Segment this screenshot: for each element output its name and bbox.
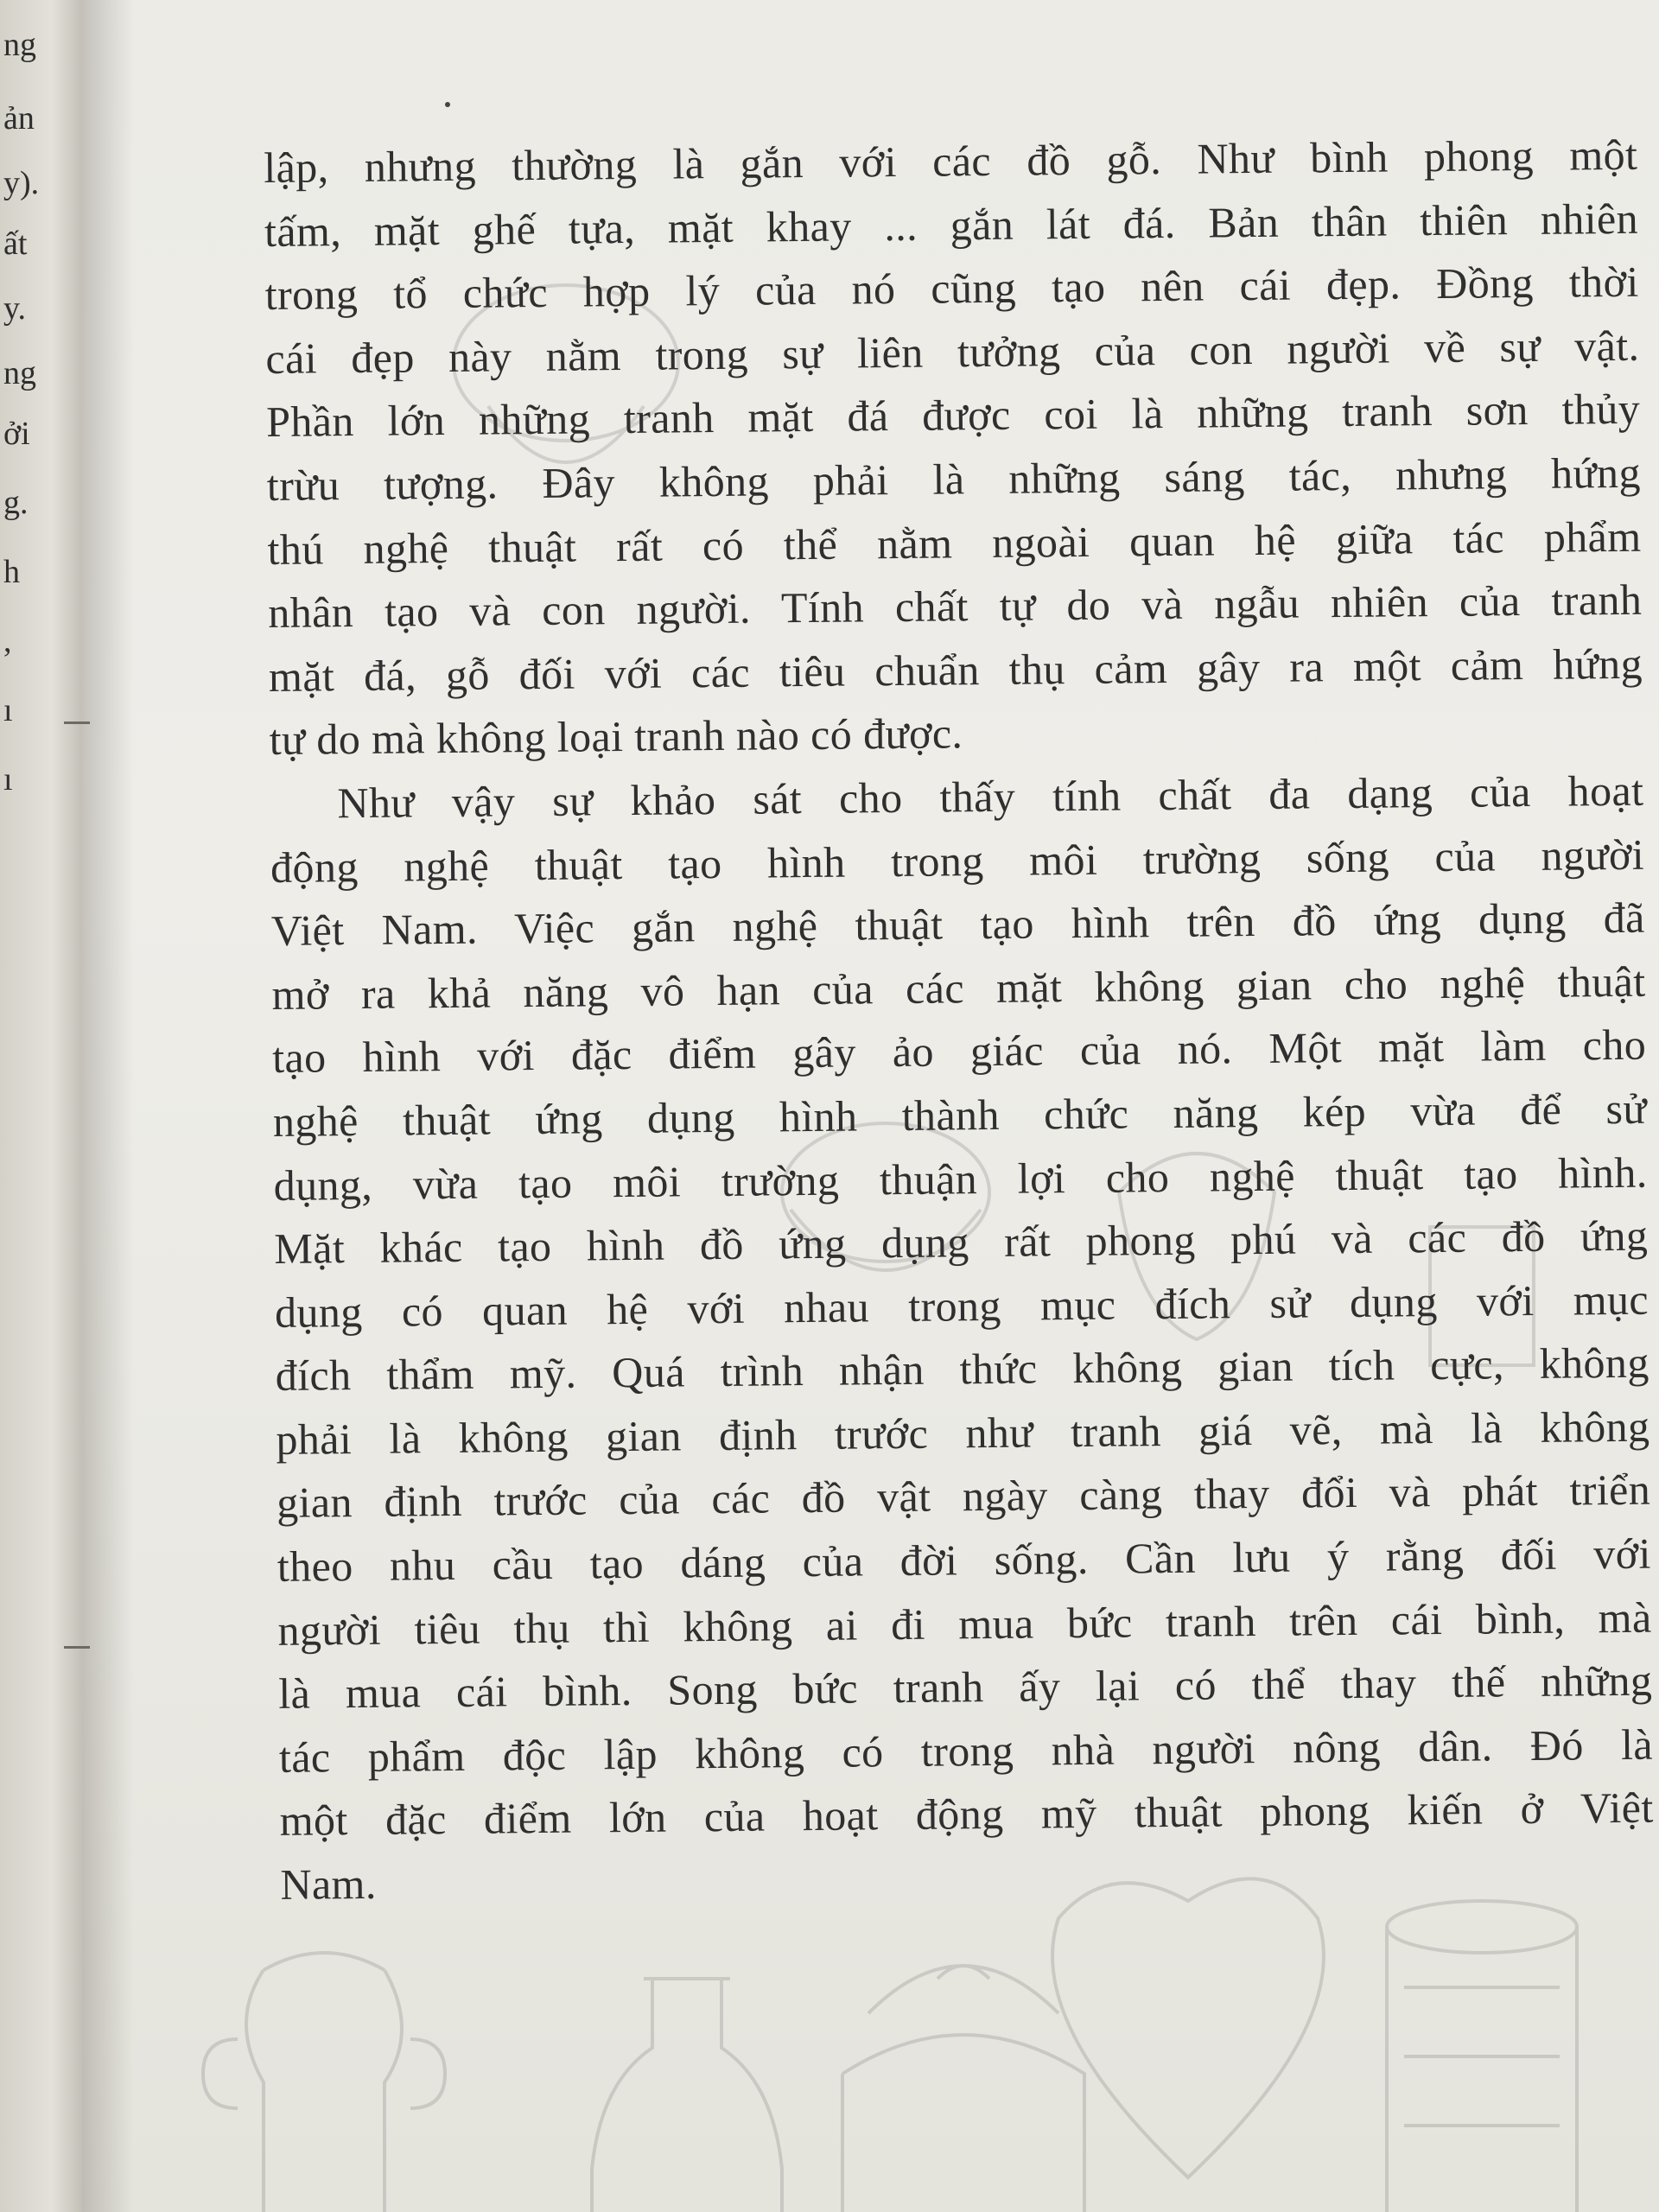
text-line: lập, nhưng thường là gắn với các đồ gỗ. Như bình phong một xyxy=(264,130,1638,192)
text-line: mở ra khả năng vô hạn của các mặt không gian cho nghệ thuật xyxy=(271,957,1646,1019)
left-page-fragment: y. xyxy=(3,290,27,327)
text-line: tự do mà không loại tranh nào có được. xyxy=(269,709,963,765)
text-line: động nghệ thuật tạo hình trong môi trường sống của người xyxy=(270,830,1645,892)
text-line: tác phẩm độc lập không có trong nhà người nông dân. Đó là xyxy=(278,1719,1654,1782)
text-line: đích thẩm mỹ. Quá trình nhận thức không gian tích cực, không xyxy=(275,1338,1649,1401)
left-page-fragment: , xyxy=(3,623,12,659)
left-page-fragment: h xyxy=(3,554,20,590)
left-page-fragment: y). xyxy=(3,165,40,201)
left-page-fragment: ởi xyxy=(3,416,30,452)
text-line: Mặt khác tạo hình đồ ứng dụng rất phong phú và các đồ ứng xyxy=(274,1211,1649,1274)
left-page-fragment: ất xyxy=(3,226,28,262)
text-line: theo nhu cầu tạo dáng của đời sống. Cần lưu ý rằng đối với xyxy=(276,1529,1652,1591)
paragraph-1 xyxy=(264,124,1643,772)
left-page-fragment: ı xyxy=(3,692,13,728)
text-line: Nam. xyxy=(280,1859,377,1909)
text-line: tấm, mặt ghế tựa, mặt khay ... gắn lát đá. Bản thân thiên nhiên xyxy=(264,194,1639,256)
text-line: trong tổ chức hợp lý của nó cũng tạo nên cái đẹp. Đồng thời xyxy=(264,257,1639,320)
text-line: Như vậy sự khảo sát cho thấy tính chất đa dạng của hoạt xyxy=(337,766,1644,828)
text-line: cái đẹp này nằm trong sự liên tưởng của con người về sự vật. xyxy=(265,321,1640,383)
left-page-fragment: ng xyxy=(3,27,36,63)
text-line: dụng có quan hệ với nhau trong mục đích sử dụng với mục xyxy=(274,1274,1649,1337)
text-line: Việt Nam. Việc gắn nghệ thuật tạo hình trên đồ ứng dụng đã xyxy=(270,893,1646,956)
paragraph-2 xyxy=(270,760,1655,1917)
text-line: tạo hình với đặc điểm gây ảo giác của nó. Một mặt làm cho xyxy=(271,1020,1647,1083)
text-line: thú nghệ thuật rất có thể nằm ngoài quan hệ giữa tác phẩm xyxy=(267,512,1642,574)
text-line: nhân tạo và con người. Tính chất tự do và ngẫu nhiên của tranh xyxy=(268,575,1643,638)
left-page-fragment: g. xyxy=(3,485,29,521)
text-line: trừu tượng. Đây không phải là những sáng tác, nhưng hứng xyxy=(266,448,1642,510)
text-line: phải là không gian định trước như tranh giá vẽ, mà là không xyxy=(276,1402,1650,1464)
text-line: nghệ thuật ứng dụng hình thành chức năng kép vừa để sử xyxy=(272,1084,1648,1146)
text-line: một đặc điểm lớn của hoạt động mỹ thuật phong kiến ở Việt xyxy=(279,1783,1654,1846)
text-line: dụng, vừa tạo môi trường thuận lợi cho nghệ thuật tạo hình. xyxy=(273,1147,1648,1210)
text-line: mặt đá, gỗ đối với các tiêu chuẩn thụ cảm gây ra một cảm hứng xyxy=(268,639,1643,701)
left-page-fragment: ản xyxy=(3,100,35,137)
body-text xyxy=(264,124,1655,1917)
left-page-fragment: ng xyxy=(3,355,36,391)
text-line: Phần lớn những tranh mặt đá được coi là những tranh sơn thủy xyxy=(265,385,1641,447)
left-page-fragment: ı xyxy=(3,761,13,798)
text-line: người tiêu thụ thì không ai đi mua bức tranh trên cái bình, mà xyxy=(277,1592,1652,1655)
text-line: là mua cái bình. Song bức tranh ấy lại có thể thay thế những xyxy=(278,1656,1653,1719)
text-line: gian định trước của các đồ vật ngày càng thay đổi và phát triển xyxy=(276,1465,1651,1528)
left-page-edge xyxy=(0,0,82,2212)
